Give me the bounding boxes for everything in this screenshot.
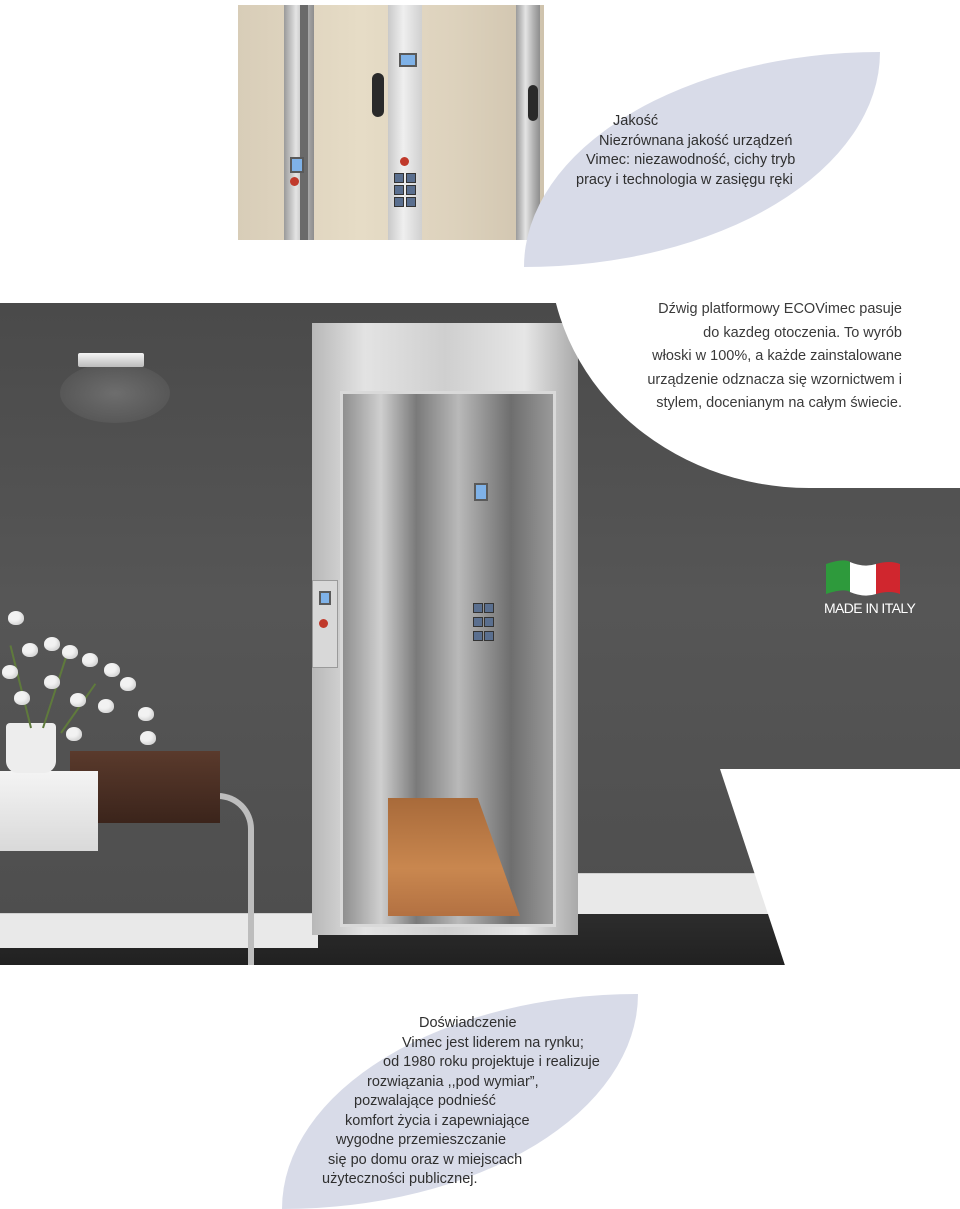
floor-button [394,173,404,183]
tulip-icon [98,699,114,713]
description-line: stylem, docenianym na całym świecie. [656,395,902,411]
floor-button [394,197,404,207]
experience-line: użyteczności publicznej. [322,1171,478,1187]
experience-line: od 1980 roku projektuje i realizuje [383,1054,600,1070]
call-display [290,157,304,173]
cabin-button [484,617,494,627]
alarm-button [400,157,409,166]
tulip-icon [66,727,82,741]
tulip-icon [70,693,86,707]
tulip-icon [2,665,18,679]
lamp-glow [60,363,170,423]
flower-stem [9,645,32,728]
flower-stem [60,683,96,733]
baseboard-left [0,913,318,948]
quality-line: Vimec: niezawodność, cichy tryb [586,152,796,168]
tulip-icon [22,643,38,657]
side-rail [284,5,314,240]
table-runner [0,771,98,851]
quality-line: Niezrównana jakość urządzeń [599,133,793,149]
cabin-button [484,603,494,613]
experience-line: wygodne przemieszczanie [336,1132,507,1148]
landing-call-panel [312,580,338,668]
tulip-icon [140,731,156,745]
floor-button [394,185,404,195]
display-screen [399,53,417,67]
description-line: do kazdeg otoczenia. To wyrób [703,324,902,341]
product-description [647,298,902,416]
tulip-icon [82,653,98,667]
floor-button [406,185,416,195]
tulip-icon [120,677,136,691]
floor-button [406,197,416,207]
tulip-icon [104,663,120,677]
experience-line: komfort życia i zapewniające [345,1113,530,1129]
quality-line: pracy i technologia w zasięgu ręki [576,172,793,188]
rail-shadow [300,5,308,240]
experience-line: pozwalające podnieść [354,1093,496,1109]
floor-button [406,173,416,183]
tulip-icon [8,611,24,625]
side-rail-right [516,5,540,240]
top-photo-control-panels [238,5,544,240]
description-line: urządzenie odznacza się wzornictwem i [647,371,902,388]
intercom-handset-icon [528,85,538,121]
quality-heading: Jakość [613,113,659,129]
description-line: włoski w 100%, a każde zainstalowane [652,348,902,364]
experience-line: się po domu oraz w miejscach [328,1152,523,1168]
tulip-icon [14,691,30,705]
cabin-button [473,617,483,627]
cabin-button [473,631,483,641]
experience-line: rozwiązania ,,pod wymiar”, [367,1074,539,1090]
baseboard-right [575,873,775,914]
call-panel-button [319,619,328,628]
experience-line: Vimec jest liderem na rynku; [402,1035,584,1051]
made-in-italy-label: MADE IN ITALY [824,600,916,616]
italian-flag-icon [824,558,902,598]
experience-heading: Doświadczenie [419,1015,517,1031]
tulip-icon [138,707,154,721]
tulip-icon [44,637,60,651]
description-line: Dźwig platformowy ECOVimec pasuje [658,301,902,317]
tulip-icon [44,675,60,689]
tulip-icon [62,645,78,659]
cabin-button [473,603,483,613]
intercom-handset-icon [372,73,384,117]
wall-lamp [78,353,144,367]
cabin-button [484,631,494,641]
vase [6,723,56,773]
flower-stem [42,656,67,728]
cabin-display [474,483,488,501]
call-panel-display [319,591,331,605]
call-button [290,177,299,186]
